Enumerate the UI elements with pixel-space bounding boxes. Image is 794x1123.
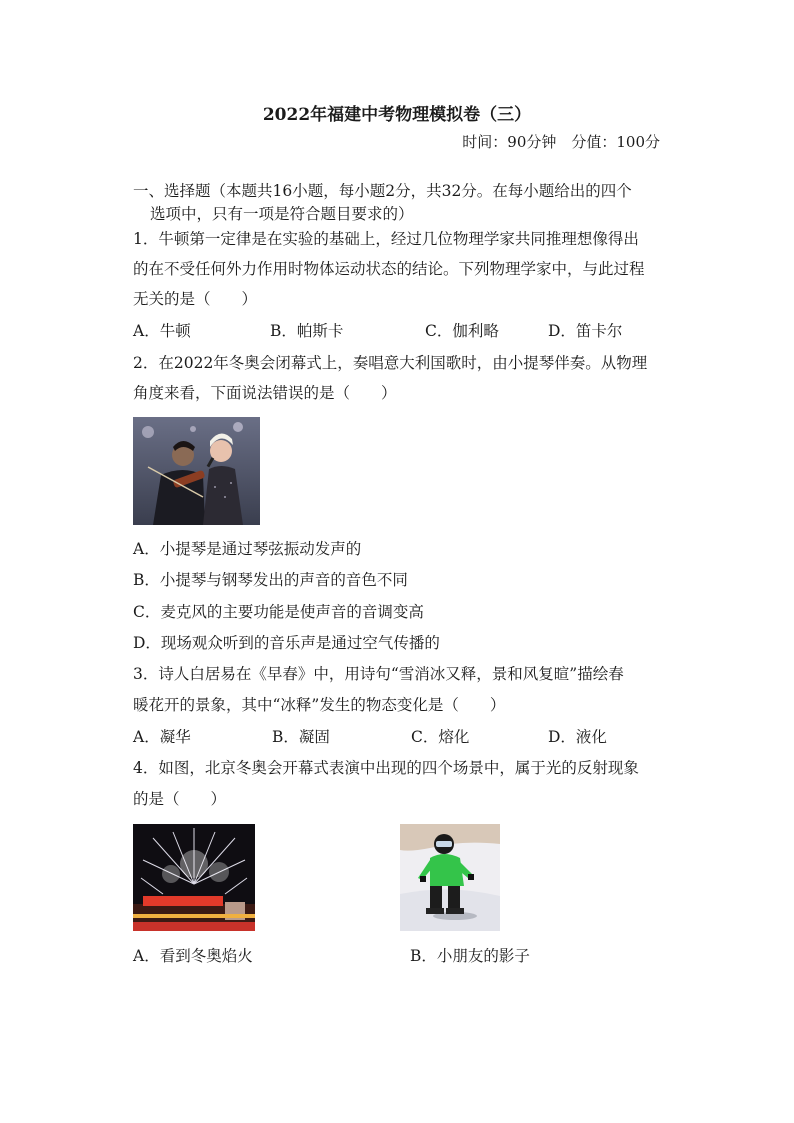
violin-singer-photo: [133, 417, 260, 525]
q2-option-a[interactable]: A．小提琴是通过琴弦振动发声的: [133, 540, 362, 558]
q1-text-line3: 无关的是（ ）: [133, 290, 258, 308]
q2-text-line1: 2．在2022年冬奥会闭幕式上，奏唱意大利国歌时，由小提琴伴奏。从物理: [133, 354, 648, 372]
q1-option-a[interactable]: A．牛顿: [133, 322, 191, 340]
q2-option-b[interactable]: B．小提琴与钢琴发出的声音的音色不同: [133, 571, 408, 589]
q1-text-line2: 的在不受任何外力作用时物体运动状态的结论。下列物理学家中，与此过程: [133, 260, 645, 278]
q3-text-line2: 暖花开的景象，其中“冰释”发生的物态变化是（ ）: [133, 696, 506, 714]
q1-option-d[interactable]: D．笛卡尔: [548, 322, 623, 340]
q3-option-b[interactable]: B．凝固: [272, 728, 330, 746]
q2-option-d[interactable]: D．现场观众听到的音乐声是通过空气传播的: [133, 634, 440, 652]
section-heading-line2: 选项中，只有一项是符合题目要求的）: [150, 205, 414, 223]
fireworks-photo: [133, 824, 255, 931]
q4-text-line2: 的是（ ）: [133, 790, 227, 808]
section-heading-line1: 一、选择题（本题共16小题，每小题2分，共32分。在每小题给出的四个: [133, 182, 632, 200]
q3-option-a[interactable]: A．凝华: [133, 728, 191, 746]
q4-option-b[interactable]: B．小朋友的影子: [410, 947, 530, 965]
q1-option-b[interactable]: B．帕斯卡: [270, 322, 344, 340]
q3-option-c[interactable]: C．熔化: [411, 728, 470, 746]
q2-option-c[interactable]: C．麦克风的主要功能是使声音的音调变高: [133, 603, 424, 621]
q4-text-line1: 4．如图，北京冬奥会开幕式表演中出现的四个场景中，属于光的反射现象: [133, 759, 639, 777]
exam-title: 2022年福建中考物理模拟卷（三）: [262, 105, 532, 125]
q2-text-line2: 角度来看，下面说法错误的是（ ）: [133, 384, 397, 402]
q4-option-a[interactable]: A．看到冬奥焰火: [133, 947, 253, 965]
q1-text-line1: 1．牛顿第一定律是在实验的基础上，经过几位物理学家共同推理想像得出: [133, 230, 639, 248]
q1-option-c[interactable]: C．伽利略: [425, 322, 499, 340]
child-skiing-photo: [400, 824, 500, 931]
q3-option-d[interactable]: D．液化: [548, 728, 607, 746]
exam-meta: 时间：90分钟 分值：100分: [462, 133, 660, 151]
q3-text-line1: 3．诗人白居易在《早春》中，用诗句“雪消冰又释，景和风复暄”描绘春: [133, 665, 624, 683]
